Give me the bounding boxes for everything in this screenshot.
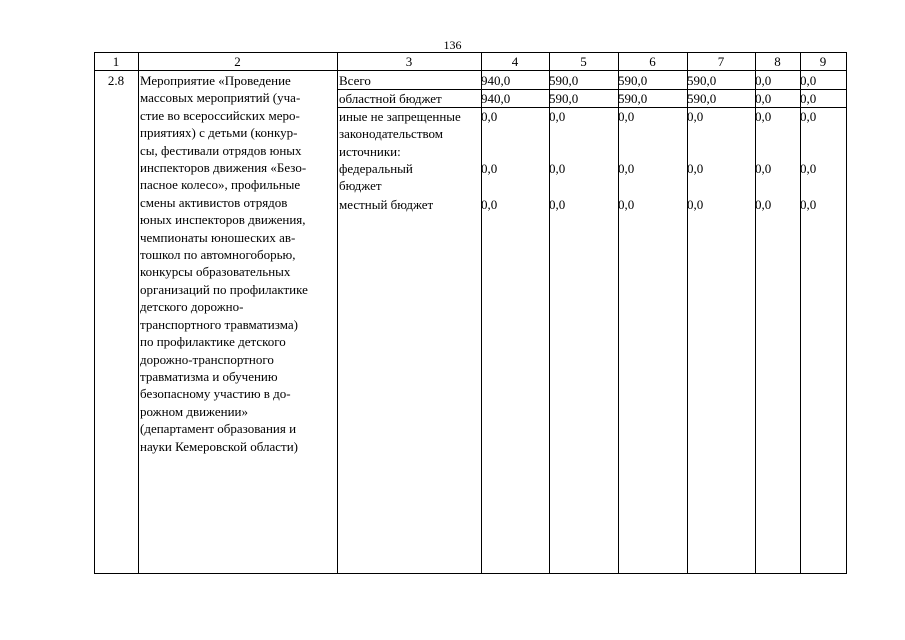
source-label-line: областной бюджет xyxy=(339,91,442,106)
source-label-line: бюджет xyxy=(339,178,382,194)
source-label-line: иные не запрещенные xyxy=(339,109,461,124)
value-cell: 0,0 xyxy=(549,161,566,176)
value-cell: 0,0 xyxy=(800,91,817,106)
column-header-4: 4 xyxy=(511,54,519,69)
value-cell: 0,0 xyxy=(755,161,772,176)
column-divider xyxy=(481,52,482,574)
value-cell: 590,0 xyxy=(687,73,717,88)
value-cell: 0,0 xyxy=(618,197,635,212)
description-line: чемпионаты юношеских ав- xyxy=(140,229,296,245)
description-line: приятиях) с детьми (конкур- xyxy=(140,125,298,141)
value-cell: 590,0 xyxy=(549,91,579,106)
description-line: науки Кемеровской области) xyxy=(140,438,299,454)
description-line: юных инспекторов движения, xyxy=(140,212,306,228)
column-header-9: 9 xyxy=(819,54,827,69)
description-line: транспортного травматизма) xyxy=(140,316,298,332)
description-line: конкурсы образовательных xyxy=(140,264,291,280)
description-line: детского дорожно- xyxy=(140,299,244,315)
value-cell: 0,0 xyxy=(618,109,635,124)
budget-table xyxy=(94,52,847,574)
value-cell: 0,0 xyxy=(800,109,817,124)
value-cell: 0,0 xyxy=(549,109,566,124)
description-line: сы, фестивали отрядов юных xyxy=(140,142,302,158)
column-header-8: 8 xyxy=(774,54,781,69)
value-cell: 940,0 xyxy=(481,91,511,106)
value-cell: 0,0 xyxy=(755,197,772,212)
description-line: массовых мероприятий (уча- xyxy=(140,90,301,106)
value-cell: 590,0 xyxy=(549,73,579,88)
column-divider xyxy=(687,52,688,574)
value-cell: 0,0 xyxy=(800,73,817,88)
source-label-total xyxy=(339,72,481,89)
value-cell: 0,0 xyxy=(687,161,704,176)
column-divider xyxy=(138,52,139,574)
value-cell: 0,0 xyxy=(755,73,772,88)
value-cell: 590,0 xyxy=(687,91,717,106)
page-number: 136 xyxy=(443,38,462,52)
value-cell: 0,0 xyxy=(618,161,635,176)
value-cell: 0,0 xyxy=(800,197,817,212)
source-label-line: законодательством xyxy=(339,126,444,142)
value-cell: 0,0 xyxy=(481,161,498,176)
value-cell: 590,0 xyxy=(618,73,648,88)
value-cell: 0,0 xyxy=(755,91,772,106)
column-header-6: 6 xyxy=(649,54,656,69)
value-cell: 0,0 xyxy=(481,109,498,124)
table-border-bottom xyxy=(94,573,847,574)
column-header-5: 5 xyxy=(580,54,587,69)
value-cell: 0,0 xyxy=(755,109,772,124)
description-line: травматизма и обучению xyxy=(140,368,278,384)
value-cell: 0,0 xyxy=(800,161,817,176)
source-label-line: источники: xyxy=(339,143,401,159)
value-cell: 0,0 xyxy=(481,197,498,212)
column-header-3: 3 xyxy=(405,54,413,69)
value-cell: 0,0 xyxy=(687,197,704,212)
value-cell: 590,0 xyxy=(618,91,648,106)
description-line: безопасному участию в до- xyxy=(140,386,291,402)
column-header-7: 7 xyxy=(717,54,725,69)
value-cell: 0,0 xyxy=(549,197,566,212)
source-label-federal xyxy=(339,160,481,195)
column-divider xyxy=(618,52,619,574)
description-line: (департамент образования и xyxy=(140,421,297,437)
table-border-left xyxy=(94,52,95,574)
value-cell: 0,0 xyxy=(687,109,704,124)
source-label-regional xyxy=(339,90,481,107)
description-line: по профилактике детского xyxy=(140,334,286,350)
source-label-line: местный бюджет xyxy=(339,197,434,212)
source-label-other xyxy=(339,108,481,160)
description-line: смены активистов отрядов xyxy=(140,194,288,210)
column-divider xyxy=(755,52,756,574)
description-line: тошкол по автомногоборью, xyxy=(140,247,296,263)
description-line: Мероприятие «Проведение xyxy=(140,73,291,88)
description-line: дорожно-транспортного xyxy=(140,351,274,367)
description-line: инспекторов движения «Безо- xyxy=(140,160,307,176)
row-number: 2.8 xyxy=(107,73,125,88)
value-cell: 940,0 xyxy=(481,73,511,88)
description-line: рожном движении» xyxy=(140,403,249,419)
source-label-line: Всего xyxy=(339,73,371,88)
description-line: организаций по профилактике xyxy=(140,281,308,297)
description-line: стие во всероссийских меро- xyxy=(140,107,300,123)
activity-description xyxy=(140,72,338,455)
source-label-line: федеральный xyxy=(339,161,413,176)
column-header-2: 2 xyxy=(234,54,241,69)
column-header-1: 1 xyxy=(112,54,120,69)
source-label-local xyxy=(339,196,481,213)
table-border-right xyxy=(846,52,847,574)
description-line: пасное колесо», профильные xyxy=(140,177,301,193)
column-divider xyxy=(800,52,801,574)
column-divider xyxy=(549,52,550,574)
